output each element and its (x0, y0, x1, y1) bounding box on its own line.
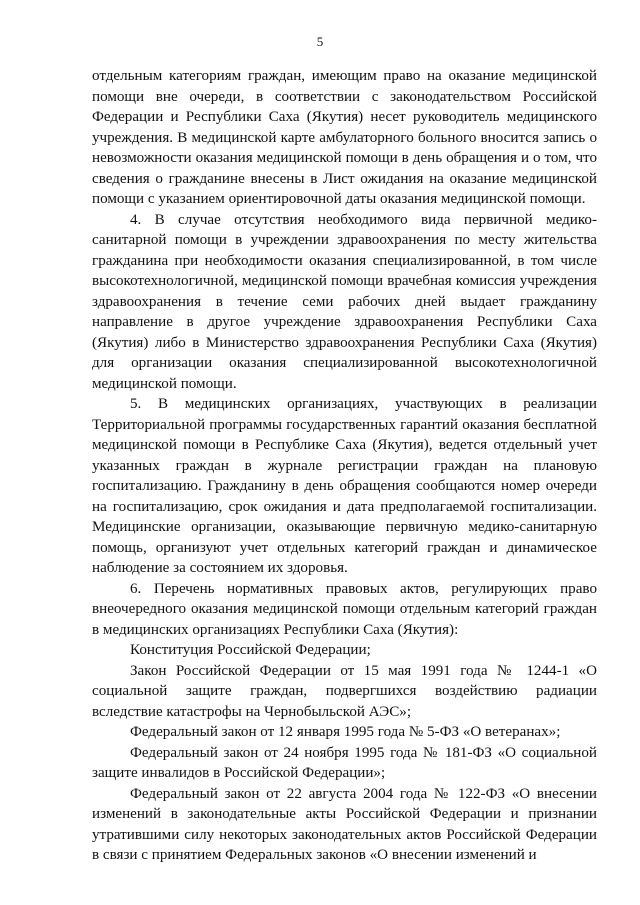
document-body (92, 66, 597, 866)
legal-act-veterans-law: Федеральный закон от 12 января 1995 года № 5-ФЗ «О ветеранах»; (130, 724, 561, 740)
legal-act-chernobyl-law: Закон Российской Федерации от 15 мая 1991 года № 1244-1 «О социальной защите граждан, подвергшихся воздействию радиации вследствие катастрофы на Чернобыльской АЭС»; (92, 662, 597, 720)
legal-act-constitution: Конституция Российской Федерации; (130, 642, 371, 658)
paragraph-item-6: 6. Перечень нормативных правовых актов, регулирующих право внеочередного оказания медицинской помощи отдельным категорий граждан в медицинских организациях Республики Саха (Якутия): (92, 580, 597, 638)
legal-act-disabled-law: Федеральный закон от 24 ноября 1995 года № 181-ФЗ «О социальной защите инвалидов в Российской Федерации»; (92, 744, 597, 781)
legal-act-122-fz: Федеральный закон от 22 августа 2004 года № 122-ФЗ «О внесении изменений в законодательные акты Российской Федерации и признании утратившими силу некоторых законодательных актов Российской Федерации в связи с принятием Федеральных законов «О внесении изменений и (92, 785, 597, 863)
paragraph-item-4: 4. В случае отсутствия необходимого вида первичной медико-санитарной помощи в учреждении здравоохранения по месту жительства гражданина при необходимости оказания специализированной, в том числе высокотехнологичной, медицинской помощи врачебная комиссия учреждения здравоохранения в течение семи рабочих дней выдает гражданину направление в другое учреждение здравоохранения Республики Саха (Якутия) либо в Министерство здравоохранения Республики Саха (Якутия) для организации оказания специализированной высокотехнологичной медицинской помощи. (92, 211, 597, 392)
paragraph-item-5: 5. В медицинских организациях, участвующих в реализации Территориальной программы государственных гарантий оказания бесплатной медицинской помощи в Республике Саха (Якутия), ведется отдельный учет указанных граждан в журнале регистрации граждан на плановую госпитализацию. Гражданину в день обращения сообщаются номер очереди на госпитализацию, срок ожидания и дата предполагаемой госпитализации. Медицинские организации, оказывающие первичную медико-санитарную помощь, организуют учет отдельных категорий граждан и динамическое наблюдение за состоянием их здоровья. (92, 396, 597, 576)
paragraph-continuation: отдельным категориям граждан, имеющим право на оказание медицинской помощи вне очереди, в соответствии с законодательством Российской Федерации и Республики Саха (Якутия) несет руководитель медицинского учреждения. В медицинской карте амбулаторного больного вносится запись о невозможности оказания медицинской помощи в день обращения и о том, что сведения о гражданине внесены в Лист ожидания на оказание медицинской помощи с указанием ориентировочной даты оказания медицинской помощи. (92, 68, 597, 207)
page-number: 5 (316, 34, 324, 49)
